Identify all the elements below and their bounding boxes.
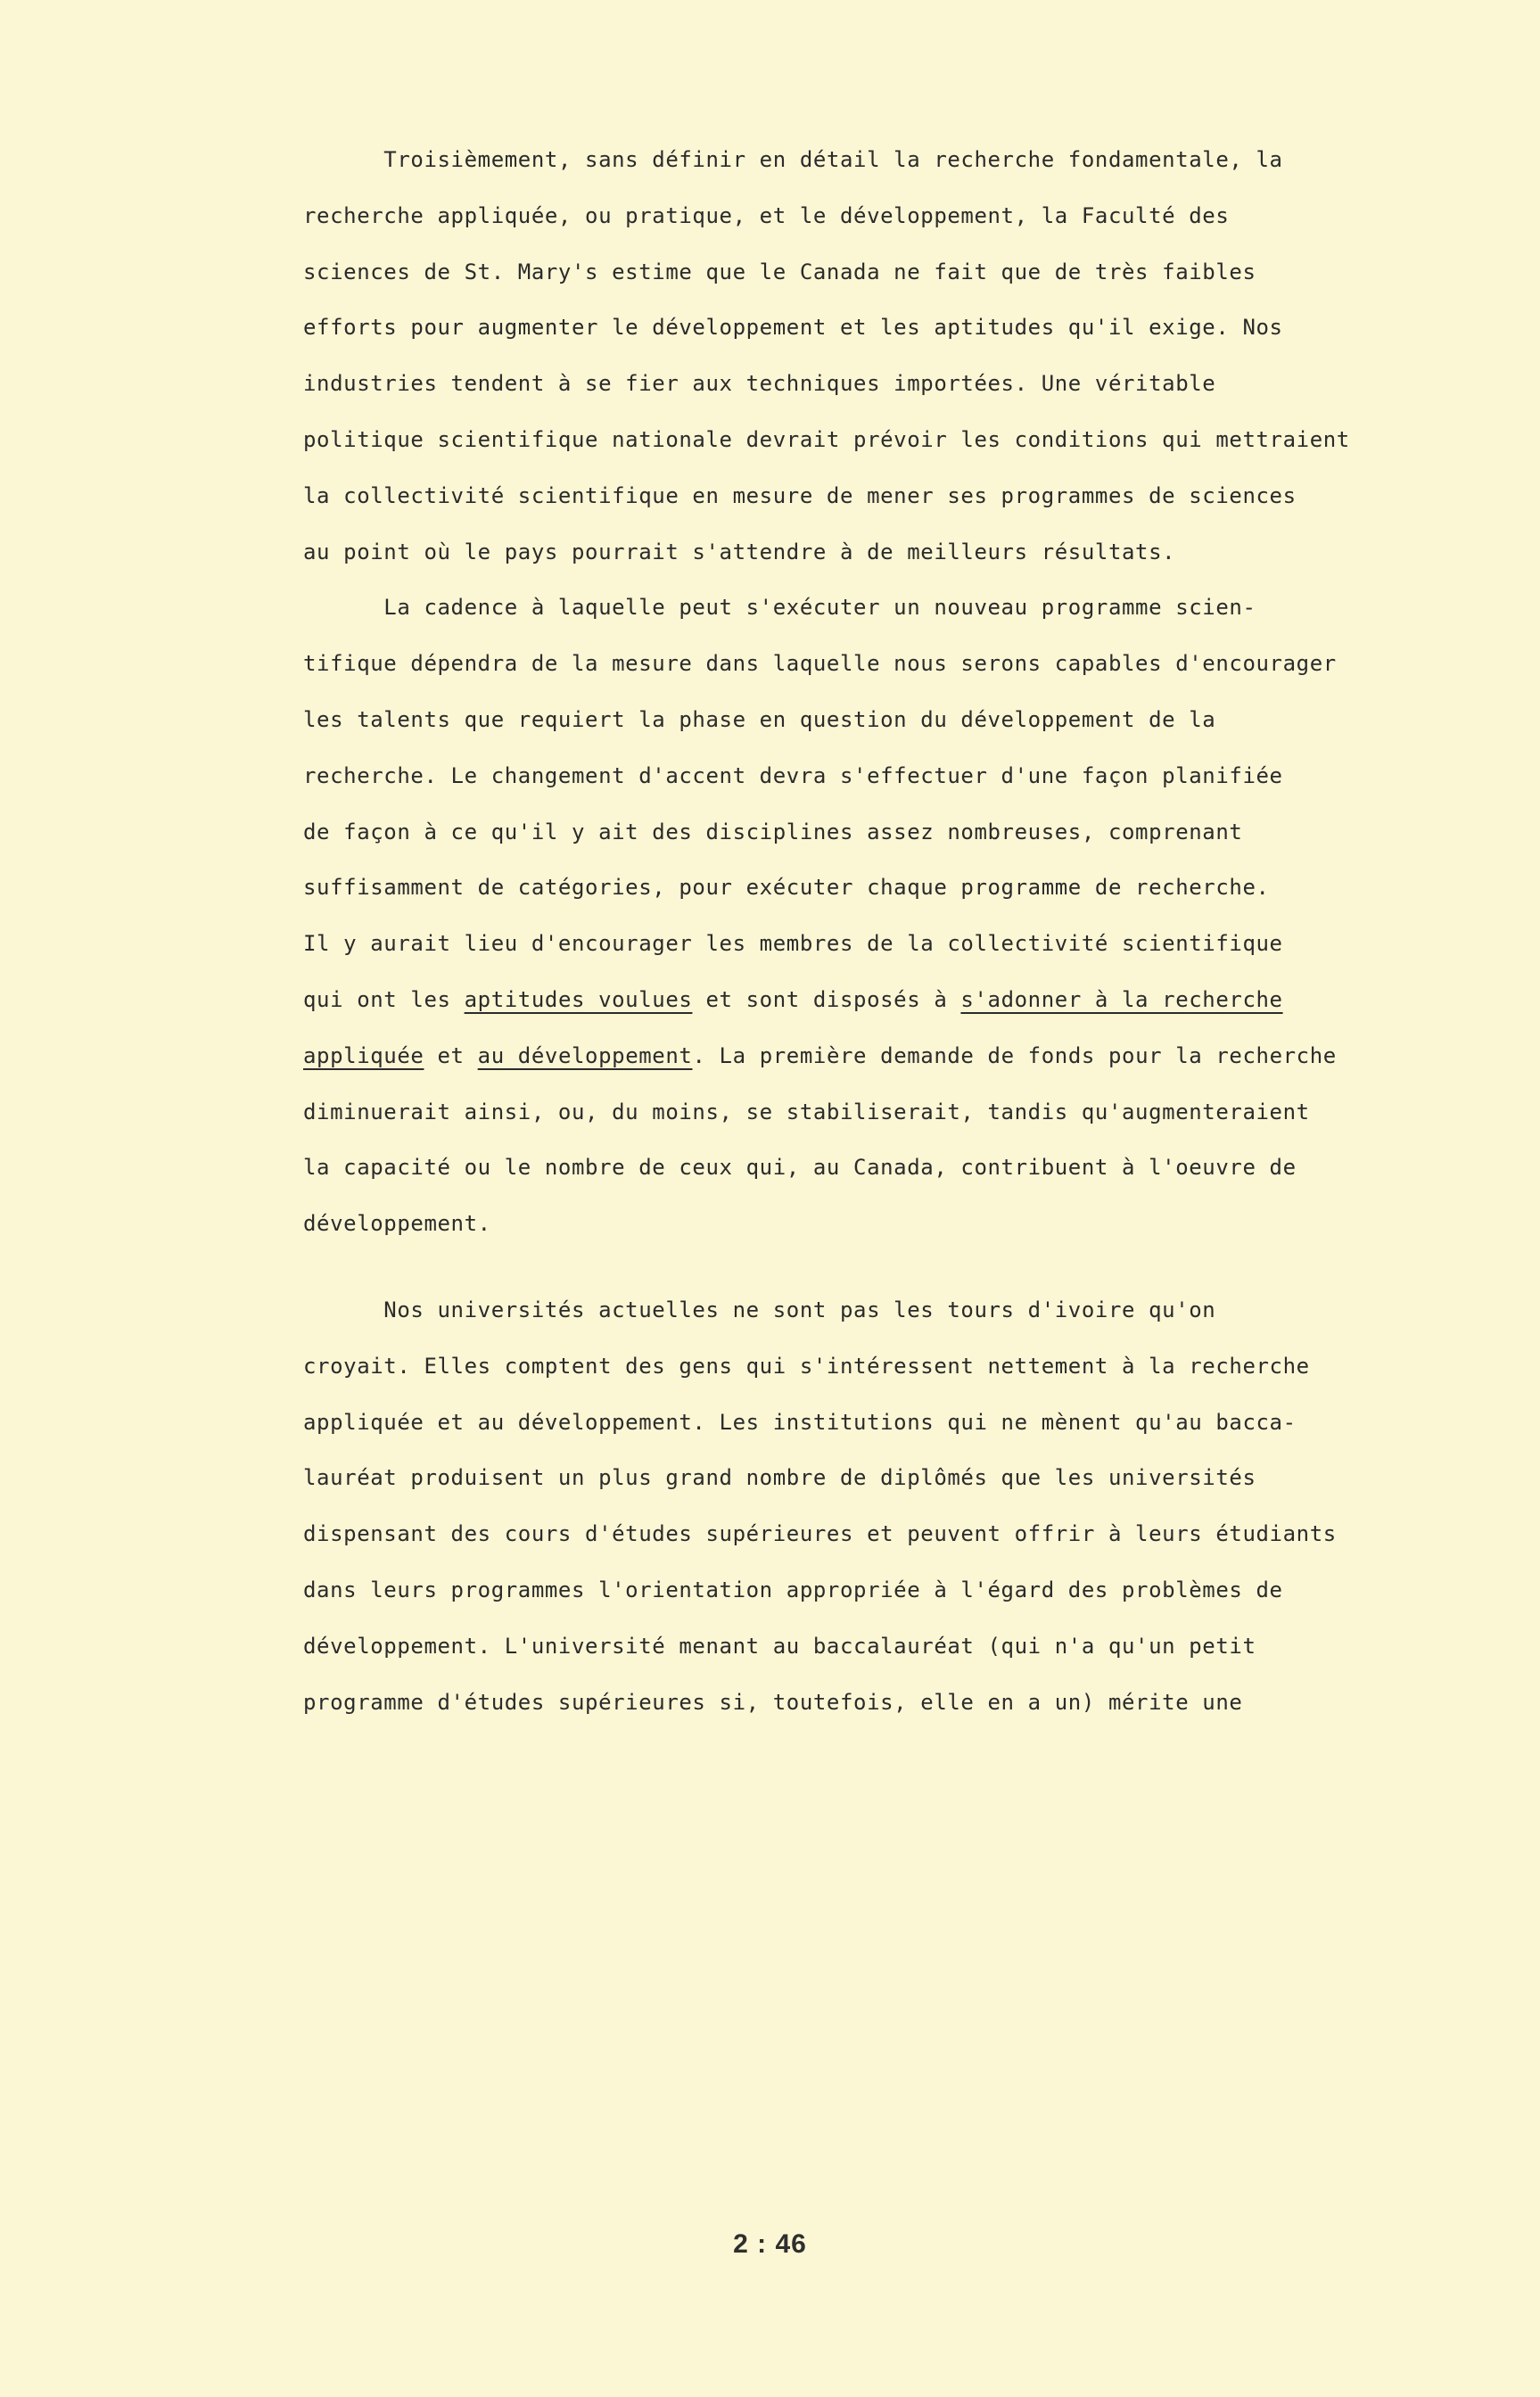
text-line: la collectivité scientifique en mesure de mener ses programmes de sciences: [303, 482, 1297, 508]
text-line-underlined: [303, 972, 1409, 1028]
text-line: dans leurs programmes l'orientation appropriée à l'égard des problèmes de: [303, 1577, 1283, 1602]
text-line: recherche appliquée, ou pratique, et le développement, la Faculté des: [303, 202, 1230, 228]
text-line: au point où le pays pourrait s'attendre à de meilleurs résultats.: [303, 539, 1176, 564]
text-line: suffisamment de catégories, pour exécuter chaque programme de recherche.: [303, 875, 1270, 901]
text-segment: . La première demande de fonds pour la recherche: [692, 1042, 1337, 1068]
paragraph-2: [303, 580, 1409, 1252]
text-line: programme d'études supérieures si, toutefois, elle en a un) mérite une: [303, 1689, 1243, 1715]
body-text: [303, 132, 1409, 1730]
text-line: Nos universités actuelles ne sont pas les tours d'ivoire qu'on: [303, 1297, 1216, 1322]
text-line: Troisièmement, sans définir en détail la recherche fondamentale, la: [303, 147, 1283, 172]
text-line: de façon à ce qu'il y ait des disciplines assez nombreuses, comprenant: [303, 819, 1243, 844]
text-line: dispensant des cours d'études supérieures et peuvent offrir à leurs étudiants: [303, 1521, 1337, 1547]
page-number: 2 : 46: [733, 2229, 807, 2259]
text-line: La cadence à laquelle peut s'exécuter un nouveau programme scien-: [303, 595, 1256, 621]
text-line: la capacité ou le nombre de ceux qui, au Canada, contribuent à l'oeuvre de: [303, 1155, 1297, 1181]
text-line: efforts pour augmenter le développement et les aptitudes qu'il exige. Nos: [303, 315, 1283, 341]
text-line: développement.: [303, 1211, 491, 1237]
underlined-phrase: s'adonner à la recherche: [960, 986, 1283, 1012]
text-segment: et sont disposés à: [692, 986, 961, 1012]
text-line: appliquée et au développement. Les institutions qui ne mènent qu'au bacca-: [303, 1409, 1297, 1435]
text-line: tifique dépendra de la mesure dans laquelle nous serons capables d'encourager: [303, 651, 1337, 677]
text-segment: qui ont les: [303, 986, 465, 1012]
text-line: politique scientifique nationale devrait prévoir les conditions qui mettraient: [303, 426, 1350, 452]
paragraph-3: [303, 1282, 1409, 1730]
text-line: diminuerait ainsi, ou, du moins, se stabiliserait, tandis qu'augmenteraient: [303, 1099, 1310, 1124]
underlined-phrase: aptitudes voulues: [464, 986, 693, 1012]
text-segment: et: [424, 1042, 478, 1068]
text-line: lauréat produisent un plus grand nombre de diplômés que les universités: [303, 1465, 1256, 1491]
underlined-phrase: au développement: [477, 1042, 693, 1068]
text-line-underlined: [303, 1028, 1409, 1084]
text-line: recherche. Le changement d'accent devra s'effectuer d'une façon planifiée: [303, 762, 1283, 788]
underlined-phrase: appliquée: [303, 1042, 424, 1068]
text-line: industries tendent à se fier aux techniques importées. Une véritable: [303, 371, 1216, 397]
text-line: croyait. Elles comptent des gens qui s'intéressent nettement à la recherche: [303, 1353, 1310, 1379]
paragraph-1: [303, 132, 1409, 580]
text-line: Il y aurait lieu d'encourager les membres de la collectivité scientifique: [303, 931, 1283, 957]
paragraph-gap: [303, 1252, 1409, 1282]
text-line: développement. L'université menant au baccalauréat (qui n'a qu'un petit: [303, 1633, 1256, 1659]
text-line: les talents que requiert la phase en question du développement de la: [303, 706, 1216, 732]
text-line: sciences de St. Mary's estime que le Canada ne fait que de très faibles: [303, 259, 1256, 284]
